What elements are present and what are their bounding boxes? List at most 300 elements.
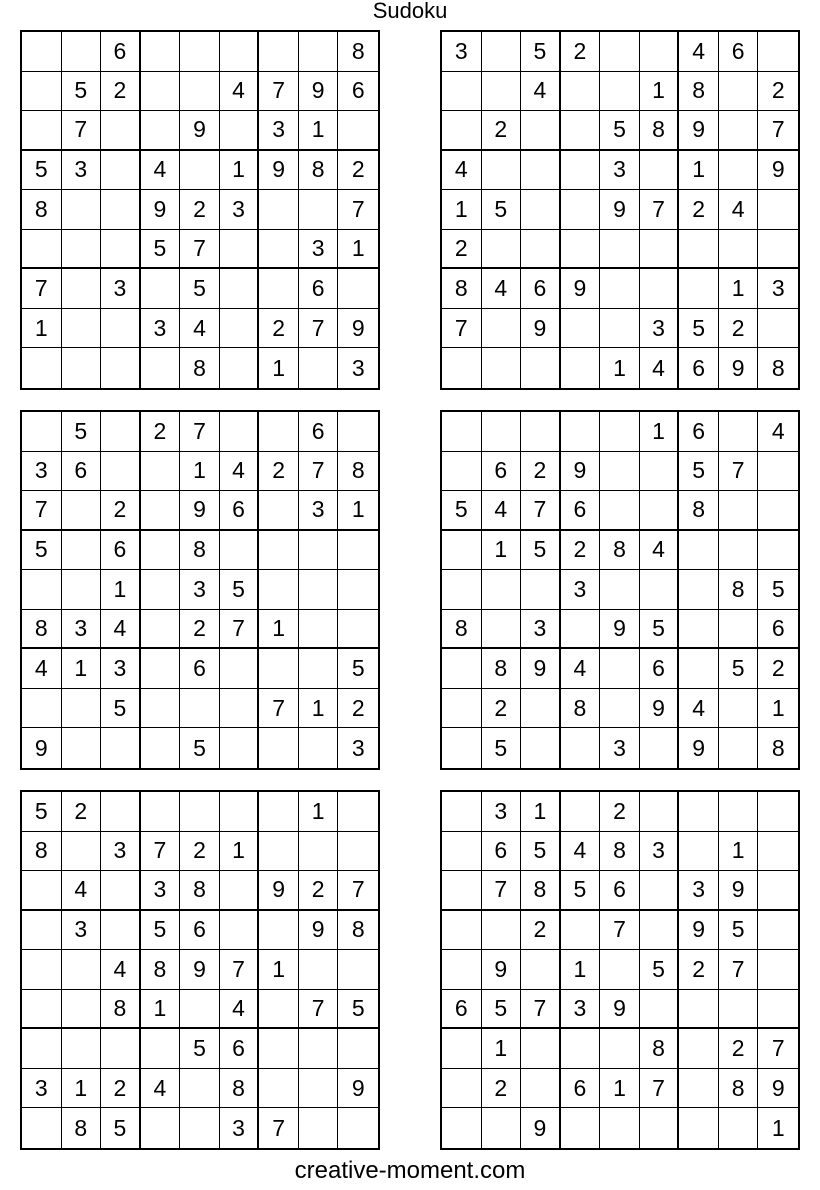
sudoku-cell: 8: [338, 911, 378, 951]
sudoku-cell: [521, 111, 561, 151]
sudoku-cell: 8: [180, 871, 220, 911]
sudoku-cell: 8: [442, 610, 482, 650]
sudoku-cell: [679, 610, 719, 650]
sudoku-cell: [679, 570, 719, 610]
sudoku-cell: [482, 348, 522, 388]
sudoku-cell: 5: [482, 190, 522, 230]
sudoku-cell: 4: [141, 1069, 181, 1109]
sudoku-cell: 3: [299, 491, 339, 531]
sudoku-cell: 2: [62, 792, 102, 832]
sudoku-cell: 4: [141, 151, 181, 191]
sudoku-cell: [259, 190, 299, 230]
sudoku-cell: [101, 230, 141, 270]
sudoku-cell: [600, 72, 640, 112]
sudoku-cell: 7: [299, 452, 339, 492]
sudoku-cell: 9: [180, 950, 220, 990]
sudoku-cell: [62, 832, 102, 872]
sudoku-cell: 2: [758, 72, 798, 112]
sudoku-cell: 5: [482, 990, 522, 1030]
sudoku-cell: [259, 269, 299, 309]
sudoku-cell: [442, 452, 482, 492]
sudoku-cell: 9: [338, 1069, 378, 1109]
sudoku-cell: 9: [758, 151, 798, 191]
sudoku-cell: [561, 1029, 601, 1069]
sudoku-cell: 2: [180, 610, 220, 650]
sudoku-cell: [101, 728, 141, 768]
sudoku-cell: [299, 950, 339, 990]
sudoku-cell: [442, 950, 482, 990]
sudoku-cell: [561, 309, 601, 349]
sudoku-cell: 7: [299, 309, 339, 349]
sudoku-cell: [141, 111, 181, 151]
sudoku-cell: 8: [180, 531, 220, 571]
sudoku-cell: 2: [180, 832, 220, 872]
sudoku-cell: [482, 151, 522, 191]
sudoku-cell: 9: [259, 871, 299, 911]
sudoku-cell: 3: [482, 792, 522, 832]
sudoku-cell: 4: [62, 871, 102, 911]
sudoku-cell: [719, 1108, 759, 1148]
sudoku-cell: 4: [482, 491, 522, 531]
page-title: Sudoku: [372, 0, 448, 23]
sudoku-cell: 8: [338, 452, 378, 492]
sudoku-cell: [600, 412, 640, 452]
sudoku-cell: [141, 610, 181, 650]
sudoku-cell: [482, 309, 522, 349]
sudoku-cell: [679, 269, 719, 309]
sudoku-cell: 3: [62, 911, 102, 951]
sudoku-cell: 9: [22, 728, 62, 768]
sudoku-cell: 5: [482, 728, 522, 768]
sudoku-cell: [758, 950, 798, 990]
sudoku-cell: 9: [758, 1069, 798, 1109]
sudoku-cell: 8: [719, 570, 759, 610]
sudoku-cell: [299, 1029, 339, 1069]
sudoku-cell: 8: [561, 689, 601, 729]
sudoku-cell: 2: [101, 1069, 141, 1109]
sudoku-cell: 7: [180, 230, 220, 270]
sudoku-cell: 7: [259, 1108, 299, 1148]
sudoku-cell: 9: [600, 610, 640, 650]
sudoku-cell: [758, 230, 798, 270]
sudoku-cell: 8: [679, 72, 719, 112]
sudoku-cell: [442, 1069, 482, 1109]
sudoku-cell: 6: [180, 911, 220, 951]
footer-site-link[interactable]: creative-moment.com: [294, 1157, 526, 1184]
sudoku-cell: 1: [259, 950, 299, 990]
sudoku-cell: [482, 32, 522, 72]
sudoku-cell: [521, 412, 561, 452]
sudoku-cell: [62, 531, 102, 571]
sudoku-cell: 2: [442, 230, 482, 270]
sudoku-cell: 5: [62, 412, 102, 452]
sudoku-grid-6: [440, 790, 800, 1150]
sudoku-cell: 7: [719, 950, 759, 990]
sudoku-cell: 7: [758, 111, 798, 151]
sudoku-cell: 1: [141, 990, 181, 1030]
sudoku-cell: 6: [521, 269, 561, 309]
sudoku-cell: [758, 491, 798, 531]
sudoku-cell: 7: [62, 111, 102, 151]
sudoku-cell: [442, 531, 482, 571]
sudoku-cell: 4: [640, 348, 680, 388]
sudoku-cell: 8: [442, 269, 482, 309]
sudoku-cell: 8: [679, 491, 719, 531]
sudoku-cell: 1: [62, 649, 102, 689]
sudoku-cell: 3: [180, 570, 220, 610]
sudoku-cell: [600, 570, 640, 610]
sudoku-cell: 7: [600, 911, 640, 951]
sudoku-cell: [482, 72, 522, 112]
sudoku-cell: [220, 348, 260, 388]
sudoku-cell: 3: [561, 990, 601, 1030]
sudoku-cell: 4: [442, 151, 482, 191]
sudoku-cell: [141, 531, 181, 571]
sudoku-cell: [141, 649, 181, 689]
sudoku-cell: [600, 1029, 640, 1069]
sudoku-cell: [600, 309, 640, 349]
sudoku-grid-3: [20, 410, 380, 770]
sudoku-cell: 4: [758, 412, 798, 452]
sudoku-cell: 7: [719, 452, 759, 492]
sudoku-cell: [338, 531, 378, 571]
sudoku-cell: [482, 911, 522, 951]
sudoku-cell: 9: [299, 911, 339, 951]
sudoku-cell: [640, 32, 680, 72]
sudoku-cell: [299, 190, 339, 230]
sudoku-cell: [62, 309, 102, 349]
sudoku-cell: 9: [521, 309, 561, 349]
sudoku-cell: [180, 32, 220, 72]
sudoku-cell: [220, 32, 260, 72]
sudoku-cell: [679, 990, 719, 1030]
sudoku-cell: 1: [600, 348, 640, 388]
sudoku-cell: 6: [442, 990, 482, 1030]
sudoku-cell: 6: [299, 269, 339, 309]
sudoku-cell: [220, 412, 260, 452]
sudoku-cell: [259, 1069, 299, 1109]
sudoku-cell: 3: [758, 269, 798, 309]
sudoku-cell: 7: [521, 491, 561, 531]
sudoku-cell: [299, 32, 339, 72]
sudoku-cell: [259, 230, 299, 270]
sudoku-cell: [101, 309, 141, 349]
sudoku-cell: 2: [758, 649, 798, 689]
sudoku-cell: 5: [442, 491, 482, 531]
sudoku-cell: [679, 649, 719, 689]
sudoku-cell: [101, 190, 141, 230]
sudoku-cell: 2: [299, 871, 339, 911]
sudoku-cell: [719, 111, 759, 151]
sudoku-cell: 3: [62, 151, 102, 191]
sudoku-cell: 8: [719, 1069, 759, 1109]
sudoku-cell: [338, 570, 378, 610]
sudoku-cell: 1: [640, 412, 680, 452]
sudoku-cell: [101, 111, 141, 151]
sudoku-cell: [259, 1029, 299, 1069]
sudoku-cell: [719, 412, 759, 452]
sudoku-cell: [561, 911, 601, 951]
sudoku-cell: [640, 871, 680, 911]
sudoku-cell: 3: [561, 570, 601, 610]
sudoku-cell: 4: [521, 72, 561, 112]
sudoku-cell: 1: [640, 72, 680, 112]
sudoku-cell: 1: [220, 832, 260, 872]
sudoku-cell: 1: [521, 792, 561, 832]
sudoku-cell: [679, 792, 719, 832]
sudoku-cell: 5: [521, 832, 561, 872]
sudoku-cell: 1: [771, 1114, 785, 1141]
sudoku-cell: [220, 728, 260, 768]
sudoku-cell: 9: [299, 72, 339, 112]
sudoku-cell: [220, 792, 260, 832]
sudoku-cell: 9: [719, 348, 759, 388]
sudoku-cell: [259, 990, 299, 1030]
sudoku-cell: [180, 689, 220, 729]
sudoku-cell: 3: [62, 610, 102, 650]
sudoku-cell: 2: [338, 689, 378, 729]
sudoku-cell: [600, 230, 640, 270]
sudoku-cell: 2: [600, 792, 640, 832]
sudoku-cell: [719, 151, 759, 191]
sudoku-cell: 3: [101, 269, 141, 309]
sudoku-cell: 7: [259, 72, 299, 112]
sudoku-cell: 8: [141, 950, 181, 990]
sudoku-cell: 9: [521, 1108, 561, 1148]
sudoku-cell: [141, 792, 181, 832]
sudoku-cell: [521, 230, 561, 270]
sudoku-cell: 9: [561, 269, 601, 309]
sudoku-cell: [259, 649, 299, 689]
sudoku-cell: 9: [180, 491, 220, 531]
sudoku-cell: 3: [141, 309, 181, 349]
sudoku-cell: [22, 570, 62, 610]
sudoku-cell: [299, 649, 339, 689]
sudoku-cell: [22, 348, 62, 388]
sudoku-cell: [62, 269, 102, 309]
sudoku-cell: [338, 269, 378, 309]
sudoku-cell: [338, 1029, 378, 1069]
sudoku-cell: 7: [180, 412, 220, 452]
sudoku-cell: [101, 911, 141, 951]
sudoku-cell: 7: [338, 871, 378, 911]
sudoku-cell: 4: [719, 190, 759, 230]
sudoku-cell: [141, 1029, 181, 1069]
sudoku-cell: 6: [101, 531, 141, 571]
sudoku-cell: [758, 190, 798, 230]
sudoku-cell: [482, 610, 522, 650]
sudoku-cell: [62, 348, 102, 388]
sudoku-cell: [141, 728, 181, 768]
sudoku-cell: 5: [758, 570, 798, 610]
sudoku-cell: 2: [101, 491, 141, 531]
sudoku-cell: 8: [521, 871, 561, 911]
sudoku-cell: 5: [101, 689, 141, 729]
sudoku-cell: 1: [561, 950, 601, 990]
sudoku-cell: 2: [679, 950, 719, 990]
sudoku-cell: [482, 412, 522, 452]
sudoku-cell: 6: [62, 452, 102, 492]
sudoku-cell: 3: [101, 832, 141, 872]
sudoku-cell: [442, 871, 482, 911]
sudoku-cell: 6: [561, 491, 601, 531]
sudoku-cell: [679, 230, 719, 270]
sudoku-cell: [758, 832, 798, 872]
sudoku-cell: [22, 412, 62, 452]
sudoku-cell: [521, 151, 561, 191]
sudoku-cell: [62, 990, 102, 1030]
sudoku-cell: 1: [22, 309, 62, 349]
sudoku-cell: [561, 412, 601, 452]
sudoku-cell: 1: [600, 1069, 640, 1109]
sudoku-cell: [640, 990, 680, 1030]
sudoku-cell: [561, 230, 601, 270]
sudoku-cell: [561, 190, 601, 230]
sudoku-cell: 2: [259, 309, 299, 349]
sudoku-cell: 5: [679, 452, 719, 492]
sudoku-cell: 2: [482, 1069, 522, 1109]
sudoku-cell: 2: [521, 452, 561, 492]
sudoku-cell: [758, 531, 798, 571]
sudoku-cell: 7: [141, 832, 181, 872]
sudoku-cell: [62, 728, 102, 768]
sudoku-cell: 3: [640, 832, 680, 872]
sudoku-cell: 9: [338, 309, 378, 349]
sudoku-cell: [22, 111, 62, 151]
sudoku-cell: 9: [521, 649, 561, 689]
sudoku-cell: [101, 348, 141, 388]
sudoku-cell: 7: [299, 990, 339, 1030]
sudoku-grid-2: [440, 30, 800, 390]
sudoku-cell: 8: [771, 354, 785, 381]
sudoku-cell: [141, 72, 181, 112]
sudoku-cell: 5: [22, 792, 62, 832]
sudoku-cell: [141, 570, 181, 610]
sudoku-cell: 8: [101, 990, 141, 1030]
sudoku-cell: 4: [640, 531, 680, 571]
sudoku-cell: 7: [640, 1069, 680, 1109]
sudoku-cell: 8: [180, 348, 220, 388]
sudoku-cell: 1: [180, 452, 220, 492]
sudoku-cell: [141, 452, 181, 492]
sudoku-cell: [62, 32, 102, 72]
sudoku-cell: 6: [719, 32, 759, 72]
sudoku-cell: [719, 990, 759, 1030]
sudoku-cell: [141, 269, 181, 309]
sudoku-cell: 5: [640, 950, 680, 990]
sudoku-cell: [62, 190, 102, 230]
sudoku-cell: [521, 1069, 561, 1109]
sudoku-cell: 8: [771, 734, 785, 761]
sudoku-cell: 8: [338, 32, 378, 72]
sudoku-cell: 5: [600, 111, 640, 151]
sudoku-cell: [758, 990, 798, 1030]
sudoku-cell: 2: [141, 412, 181, 452]
sudoku-cell: [640, 1108, 680, 1148]
sudoku-cell: 2: [338, 151, 378, 191]
sudoku-cell: [180, 990, 220, 1030]
sudoku-cell: 2: [521, 911, 561, 951]
sudoku-cell: 4: [679, 32, 719, 72]
sudoku-cell: [22, 689, 62, 729]
sudoku-cell: 1: [259, 348, 299, 388]
sudoku-cell: 8: [640, 1029, 680, 1069]
sudoku-cell: [719, 491, 759, 531]
sudoku-cell: 5: [640, 610, 680, 650]
sudoku-cell: 9: [600, 990, 640, 1030]
sudoku-cell: [22, 871, 62, 911]
sudoku-cell: [299, 348, 339, 388]
sudoku-cell: [180, 1108, 220, 1148]
sudoku-cell: 2: [259, 452, 299, 492]
sudoku-grid-4: [440, 410, 800, 770]
sudoku-cell: 3: [351, 734, 365, 761]
sudoku-cell: 5: [180, 1029, 220, 1069]
sudoku-cell: 4: [220, 452, 260, 492]
sudoku-cell: [220, 649, 260, 689]
sudoku-cell: 4: [220, 990, 260, 1030]
sudoku-cell: 6: [679, 412, 719, 452]
sudoku-cell: 8: [22, 610, 62, 650]
sudoku-cell: [220, 111, 260, 151]
sudoku-cell: 1: [758, 689, 798, 729]
sudoku-cell: 6: [600, 871, 640, 911]
sudoku-cell: 9: [482, 950, 522, 990]
sudoku-cell: [62, 950, 102, 990]
sudoku-cell: 2: [482, 111, 522, 151]
sudoku-cell: 6: [338, 72, 378, 112]
sudoku-cell: [22, 911, 62, 951]
sudoku-cell: [220, 689, 260, 729]
sudoku-cell: [600, 452, 640, 492]
sudoku-cell: 1: [482, 531, 522, 571]
sudoku-cell: [101, 871, 141, 911]
sudoku-cell: [719, 689, 759, 729]
sudoku-cell: 6: [561, 1069, 601, 1109]
sudoku-cell: 5: [180, 269, 220, 309]
sudoku-cell: [679, 1069, 719, 1109]
sudoku-cell: [62, 491, 102, 531]
sudoku-cell: 6: [679, 348, 719, 388]
sudoku-cell: 5: [521, 32, 561, 72]
sudoku-cell: [22, 1108, 62, 1148]
sudoku-cell: [719, 610, 759, 650]
sudoku-cell: [259, 491, 299, 531]
sudoku-cell: [521, 728, 561, 768]
sudoku-cell: [561, 151, 601, 191]
sudoku-cell: 1: [220, 151, 260, 191]
sudoku-cell: 5: [719, 649, 759, 689]
sudoku-cell: 1: [719, 269, 759, 309]
sudoku-cell: [62, 570, 102, 610]
sudoku-cell: 3: [299, 230, 339, 270]
sudoku-cell: [338, 610, 378, 650]
sudoku-cell: [521, 348, 561, 388]
sudoku-cell: 7: [521, 990, 561, 1030]
sudoku-cell: [220, 531, 260, 571]
sudoku-cell: [338, 1108, 378, 1148]
sudoku-cell: [299, 728, 339, 768]
sudoku-cell: [259, 832, 299, 872]
sudoku-cell: [758, 452, 798, 492]
sudoku-cell: [22, 950, 62, 990]
sudoku-cell: [600, 1108, 640, 1148]
sudoku-cell: [719, 72, 759, 112]
sudoku-cell: 8: [482, 649, 522, 689]
sudoku-cell: [600, 649, 640, 689]
sudoku-cell: [521, 190, 561, 230]
sudoku-cell: [22, 72, 62, 112]
